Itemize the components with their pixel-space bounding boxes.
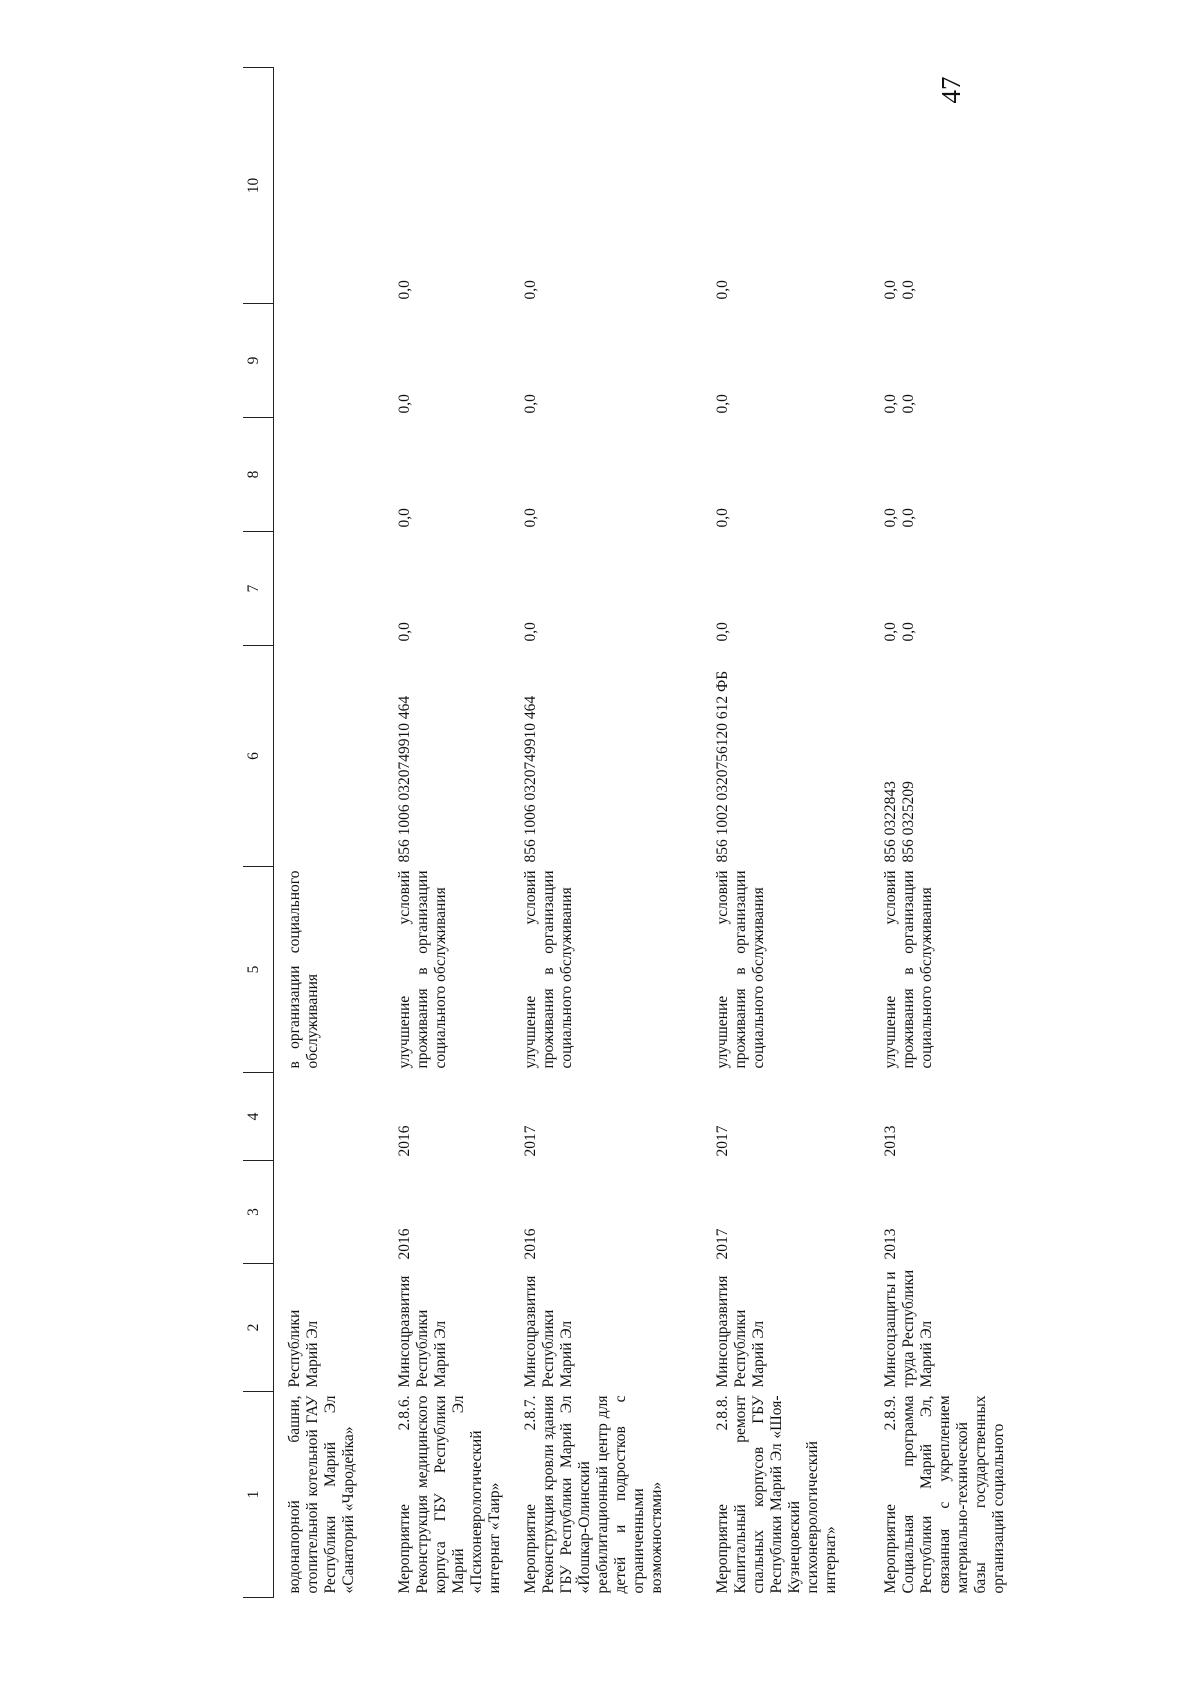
cell-event: Мероприятие 2.8.7. Реконструкция кровли здания ГБУ Республики Марий Эл «Йошкар-Олинский реабилитационный центр для детей и подростков с ограниченными возможностями» — [522, 1395, 665, 1594]
cell-end-year: 2017 — [714, 1125, 731, 1157]
cell-value-8: 0,0 — [714, 508, 731, 528]
column-header-10: 10 — [243, 68, 274, 304]
cell-value-9: 0,0 — [522, 394, 539, 414]
value-line: 0,0 — [900, 394, 917, 414]
column-header-9: 9 — [243, 304, 274, 418]
cell-result: улучшение условий проживания в организации социального обслуживания — [714, 870, 767, 1069]
cell-value-7 — [880, 532, 1010, 646]
cell-value-7: 0,0 — [522, 622, 539, 642]
cell-executor: Минсоцразвития Республики Марий Эл — [714, 1275, 767, 1388]
cell-result: улучшение условий проживания в организации социального обслуживания — [882, 870, 935, 1069]
cell-value-10 — [880, 68, 1010, 304]
value-line: 0,0 — [900, 622, 917, 642]
cell-value-7 — [284, 532, 394, 646]
cell-event: Мероприятие 2.8.8. Капитальный ремонт спальных корпусов ГБУ Республики Марий Эл «Шоя-Кузнецовский психоневрологический интернат» — [714, 1395, 839, 1594]
cell-budget-code: 856 1006 0320749910 464 — [522, 695, 539, 863]
cell-executor: Минсоцзащиты и труда Республики Марий Эл — [882, 1269, 935, 1388]
cell-value-9 — [880, 304, 1010, 418]
cell-executor: Минсоцразвития Республики Марий Эл — [522, 1275, 575, 1388]
cell-start-year: 2016 — [522, 1228, 539, 1260]
program-table — [243, 67, 1010, 1598]
value-line: 0,0 — [900, 280, 917, 300]
cell-value-7: 0,0 — [714, 622, 731, 642]
column-header-1: 1 — [243, 1392, 274, 1598]
cell-value-8 — [880, 418, 1010, 532]
value-line: 0,0 — [900, 508, 917, 528]
cell-budget-code — [880, 646, 1010, 867]
cell-result: в организации социального обслуживания — [286, 870, 321, 1069]
cell-value-8 — [284, 418, 394, 532]
cell-start-year — [284, 1161, 394, 1264]
table-row — [520, 68, 712, 1598]
cell-value-8: 0,0 — [396, 508, 413, 528]
cell-end-year: 2013 — [882, 1125, 899, 1157]
cell-end-year — [284, 1073, 394, 1161]
cell-value-9 — [284, 304, 394, 418]
cell-value-7: 0,0 — [396, 622, 413, 642]
cell-end-year: 2016 — [396, 1125, 413, 1157]
column-header-7: 7 — [243, 532, 274, 646]
cell-start-year: 2013 — [882, 1228, 899, 1260]
cell-value-10: 0,0 — [522, 280, 539, 300]
table-row — [712, 68, 880, 1598]
cell-value-10: 0,0 — [396, 280, 413, 300]
cell-end-year: 2017 — [522, 1125, 539, 1157]
cell-event: Мероприятие 2.8.6. Реконструкция медицинского корпуса ГБУ Республики Марий Эл «Психоневрологический интернат «Таир» — [396, 1395, 503, 1594]
table-row — [880, 68, 1010, 1598]
program-table-sheet — [243, 68, 1007, 1598]
cell-result: улучшение условий проживания в организации социального обслуживания — [522, 870, 575, 1069]
cell-value-9: 0,0 — [714, 394, 731, 414]
cell-budget-code: 856 1006 0320749910 464 — [396, 695, 413, 863]
cell-start-year: 2017 — [714, 1228, 731, 1260]
budget-code-line: 856 0322843 — [882, 781, 899, 863]
value-line: 0,0 — [882, 280, 899, 300]
cell-value-10: 0,0 — [714, 280, 731, 300]
column-header-6: 6 — [243, 646, 274, 867]
column-number-row — [243, 68, 274, 1598]
column-header-2: 2 — [243, 1264, 274, 1392]
cell-budget-code — [284, 646, 394, 867]
value-line: 0,0 — [882, 508, 899, 528]
column-header-8: 8 — [243, 418, 274, 532]
cell-value-9: 0,0 — [396, 394, 413, 414]
cell-value-10 — [284, 68, 394, 304]
cell-executor: Республики Марий Эл — [286, 1309, 321, 1388]
cell-budget-code: 856 1002 0320756120 612 ФБ — [714, 670, 731, 863]
cell-executor: Минсоцразвития Республики Марий Эл — [396, 1275, 449, 1388]
page-number: 47 — [936, 76, 966, 104]
cell-result: улучшение условий проживания в организации социального обслуживания — [396, 870, 449, 1069]
cell-event: водонапорной башни, отопительной котельной ГАУ Республики Марий Эл «Санаторий «Чародейка» — [286, 1395, 357, 1594]
cell-start-year: 2016 — [396, 1228, 413, 1260]
table-row — [394, 68, 520, 1598]
column-header-5: 5 — [243, 867, 274, 1073]
table-row — [284, 68, 394, 1598]
cell-event: Мероприятие 2.8.9. Социальная программа Республики Марий Эл, связанная с укреплением материально-технической базы государственных организаций социального — [882, 1395, 1007, 1594]
column-header-3: 3 — [243, 1161, 274, 1264]
value-line: 0,0 — [882, 394, 899, 414]
cell-value-8: 0,0 — [522, 508, 539, 528]
budget-code-line: 856 0325209 — [900, 781, 917, 863]
column-header-4: 4 — [243, 1073, 274, 1161]
value-line: 0,0 — [882, 622, 899, 642]
